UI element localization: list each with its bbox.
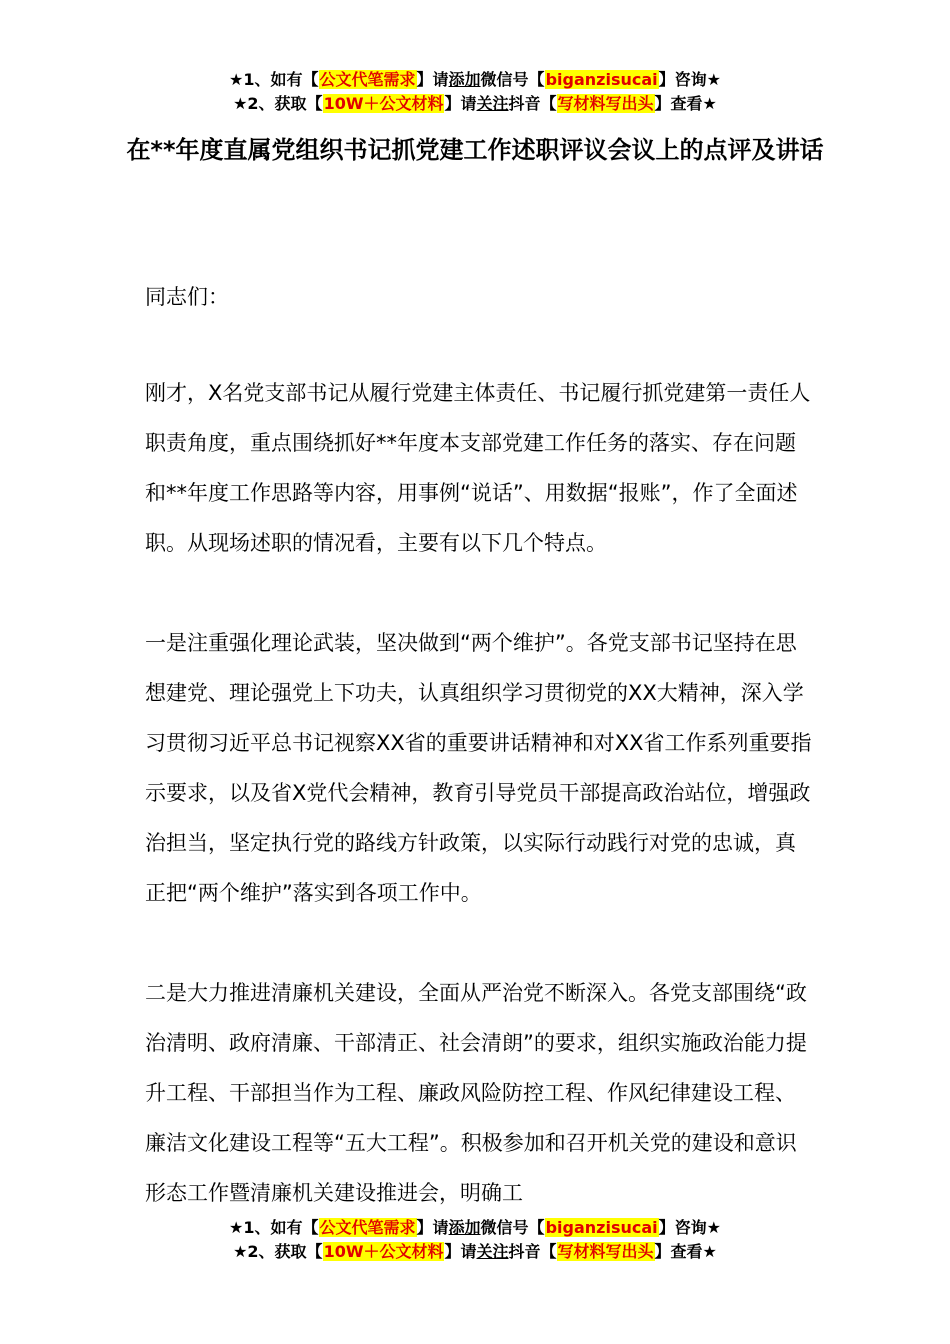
banner-line-2 (0, 1240, 950, 1264)
banner-highlight: 写材料写出头 (557, 1242, 654, 1261)
banner-line-1 (0, 68, 950, 92)
banner-text: 微信号【 (480, 70, 545, 89)
banner-highlight: biganzisucai (545, 70, 658, 89)
banner-text: ★2、获取【 (233, 94, 323, 113)
banner-line-2 (0, 92, 950, 116)
banner-text: 】查看★ (654, 94, 717, 113)
banner-text: 】查看★ (654, 1242, 717, 1261)
banner-highlight: 10W＋公文材料 (323, 94, 444, 113)
banner-highlight: 10W＋公文材料 (323, 1242, 444, 1261)
banner-text: 】请 (416, 70, 449, 89)
header-banner (0, 68, 950, 116)
banner-text: 】请 (416, 1218, 449, 1237)
banner-text: 】咨询★ (658, 1218, 721, 1237)
banner-text: 】请 (444, 1242, 477, 1261)
greeting: 同志们： (145, 285, 229, 309)
banner-text: 抖音【 (508, 94, 557, 113)
banner-text: 抖音【 (508, 1242, 557, 1261)
banner-underline: 添加 (448, 1218, 481, 1237)
banner-underline: 添加 (448, 70, 481, 89)
banner-highlight: 公文代笔需求 (319, 70, 416, 89)
banner-highlight: biganzisucai (545, 1218, 658, 1237)
banner-text: 】请 (444, 94, 477, 113)
paragraph-2: 一是注重强化理论武装，坚决做到“两个维护”。各党支部书记坚持在思想建党、理论强党上下功夫，认真组织学习贯彻党的XX大精神，深入学习贯彻习近平总书记视察XX省的重要讲话精神和对XX省工作系列重要指示要求，以及省X党代会精神，教育引导党员干部提高政治站位，增强政治担当，坚定执行党的路线方针政策，以实际行动践行对党的忠诚，真正把“两个维护”落实到各项工作中。 (145, 631, 812, 905)
banner-text: 】咨询★ (658, 70, 721, 89)
banner-underline: 关注 (476, 94, 509, 113)
paragraph-3: 二是大力推进清廉机关建设，全面从严治党不断深入。各党支部围绕“政治清明、政府清廉、干部清正、社会清朗”的要求，组织实施政治能力提升工程、干部担当作为工程、廉政风险防控工程、作风纪律建设工程、廉洁文化建设工程等“五大工程”。积极参加和召开机关党的建设和意识形态工作暨清廉机关建设推进会，明确工 (145, 981, 807, 1205)
banner-text: ★1、如有【 (229, 70, 319, 89)
banner-highlight: 公文代笔需求 (319, 1218, 416, 1237)
paragraph-1: 刚才，X名党支部书记从履行党建主体责任、书记履行抓党建第一责任人职责角度，重点围绕抓好**年度本支部党建工作任务的落实、存在问题和**年度工作思路等内容，用事例“说话”、用数据“报账”，作了全面述职。从现场述职的情况看，主要有以下几个特点。 (145, 381, 811, 555)
document-title: 在**年度直属党组织书记抓党建工作述职评议会议上的点评及讲话 (126, 136, 824, 164)
banner-text: ★2、获取【 (233, 1242, 323, 1261)
banner-text: 微信号【 (480, 1218, 545, 1237)
banner-line-1 (0, 1216, 950, 1240)
banner-text: ★1、如有【 (229, 1218, 319, 1237)
footer-banner (0, 1216, 950, 1264)
banner-underline: 关注 (476, 1242, 509, 1261)
banner-highlight: 写材料写出头 (557, 94, 654, 113)
